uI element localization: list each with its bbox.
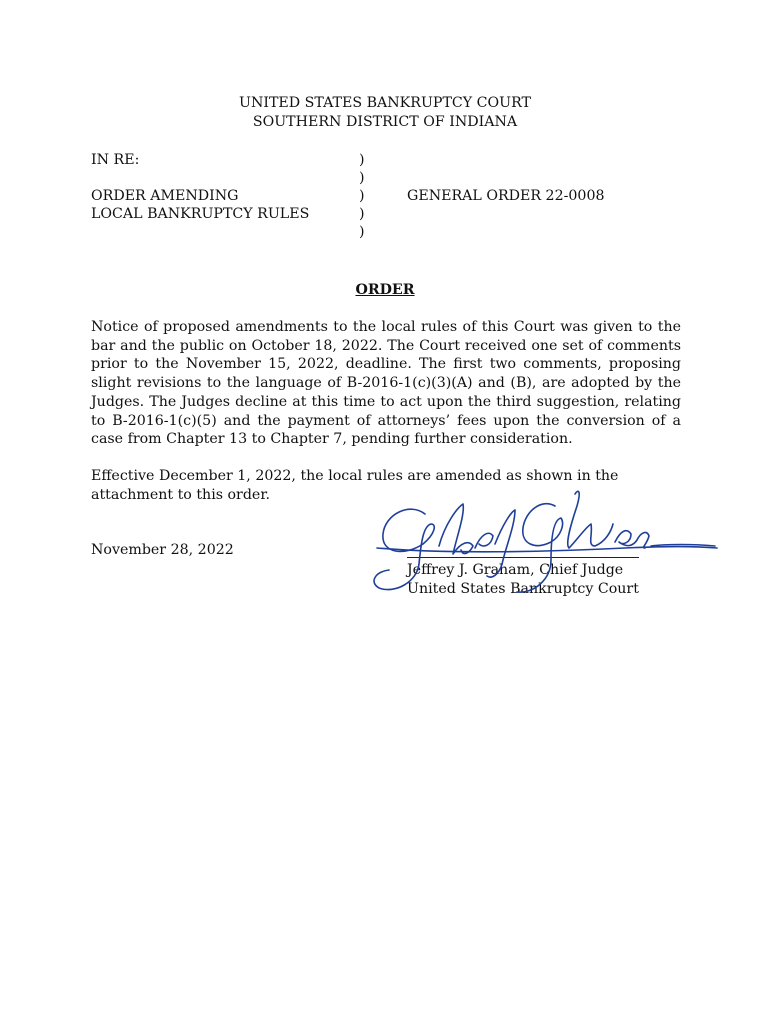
caption-parentheses: [359, 151, 365, 241]
caption-paren: ): [359, 170, 365, 186]
court-header: [0, 94, 770, 132]
caption-paren: ): [359, 206, 365, 222]
order-date: November 28, 2022: [91, 542, 234, 558]
court-district: SOUTHERN DISTRICT OF INDIANA: [252, 114, 518, 130]
body-paragraph-2: Effective December 1, 2022, the local rules are amended as shown in the attachment to this order.: [91, 468, 619, 503]
body-paragraph-1: Notice of proposed amendments to the local rules of this Court was given to the bar and the public on October 18, 2022. The Court received one set of comments prior to the November 15, 2022, deadline. The first two comments, proposing slight revisions to the language of B-2016-1(c)(3)(A) and (B), are adopted by the Judges. The Judges decline at this time to act upon the third suggestion, relating to B-2016-1(c)(5) and the payment of attorneys’ fees upon the conversion of a case from Chapter 13 to Chapter 7, pending further consideration.: [91, 319, 681, 448]
court-name: UNITED STATES BANKRUPTCY COURT: [238, 95, 531, 111]
matter-title-line2: LOCAL BANKRUPTCY RULES: [91, 206, 310, 222]
caption-paren: ): [359, 188, 365, 204]
in-re-label: IN RE:: [91, 152, 140, 168]
caption-paren: ): [359, 152, 365, 168]
signature-line: [407, 557, 639, 558]
general-order-number: GENERAL ORDER 22-0008: [407, 188, 605, 204]
matter-title-line1: ORDER AMENDING: [91, 188, 239, 204]
signer-court: United States Bankruptcy Court: [407, 580, 639, 597]
signer-name: Jeffrey J. Graham, Chief Judge: [407, 562, 624, 578]
signer-block: [407, 561, 639, 598]
case-caption-left: [91, 151, 309, 223]
caption-paren: ): [359, 224, 365, 240]
order-heading: ORDER: [355, 282, 415, 298]
